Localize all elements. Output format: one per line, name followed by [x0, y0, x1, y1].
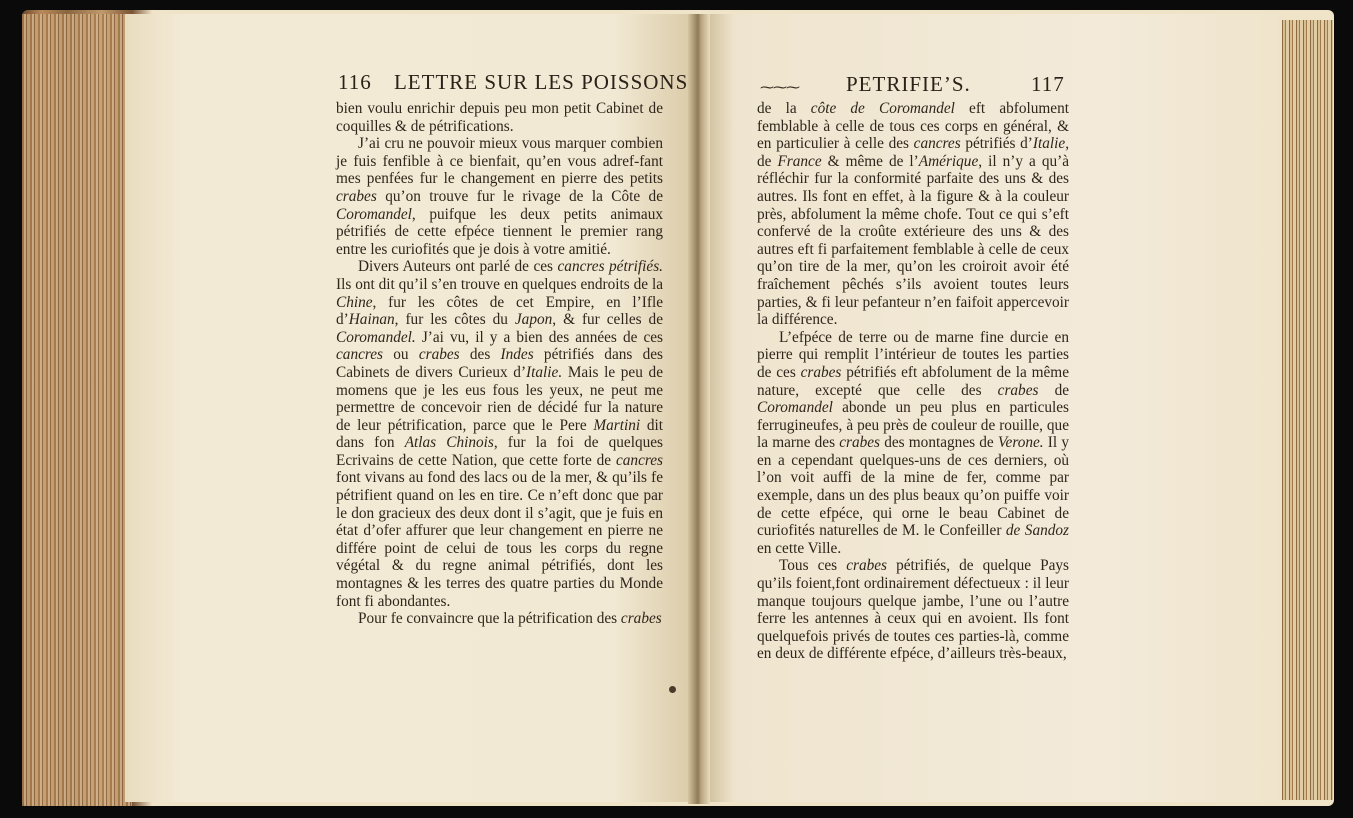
text-run: L’efpéce de terre ou de marne fine durcie en pierre qui remplit l’intérieur de toutes les parties de ces [757, 328, 1069, 381]
italic-term: Martini [593, 416, 641, 434]
text-run: J’ai cru ne pouvoir mieux vous marquer combien je fuis fenfible à ce bienfait, qu’en vous adref-fant mes penfées fur le changement en pierre des petits [336, 135, 663, 188]
italic-term: Italie. [526, 363, 563, 381]
text-run: , il n’y a qu’à réfléchir fur la conformité parfaite des uns & des autres. Ils font en effet, à la figure & à la couleur près, abfolument la même chofe. Tout ce qui s’eft confervé de la croûte extérieure des uns & des autres eft fi parfaitement femblable à celle de ceux qu’on tire de la mer, qu’on les croiroit avoir été fraîchement pêchés s’ils avoient toutes leurs parties, & fi leur pefanteur n’en faifoit appercevoir la différence. [757, 152, 1069, 329]
text-run: J’ai vu, il y a bien des années de ces [415, 328, 663, 346]
text-run: font vivans au fond des lacs ou de la mer, & qu’ils fe pétrifient quand on les en tire. Ce n’eft donc que par le don gracieux des deux dont il s’agit, que je fuis en état d’ofer affurer que leur changement en pierre ne différe point de celui de tous les corps du regne végétal & du regne animal pétrifiés, dont les montagnes & les terres des quatre parties du Monde font fi abondantes. [336, 469, 663, 610]
italic-term: Atlas Chinois [404, 434, 494, 452]
left-page-running-title: LETTRE SUR LES POISSONS [393, 70, 689, 94]
right-page-running-title: PETRIFIE’S. [846, 72, 971, 96]
text-run: Tous ces [779, 557, 847, 575]
italic-term: cancres [336, 346, 384, 364]
text-run: abonde un peu plus en particules ferrugineufes, à peu près de couleur de rouille, que la marne des [757, 399, 1069, 452]
italic-term: Chine [336, 293, 373, 311]
italic-term: côte de Coromandel [810, 100, 955, 117]
italic-term: Indes [500, 346, 534, 364]
text-run: des montagnes de [880, 434, 998, 452]
text-run: Ils ont dit qu’il s’en trouve en quelques endroits de la [336, 275, 663, 293]
italic-term: Coromandel [757, 399, 833, 417]
text-run: pétrifiés, de quelque Pays qu’ils foient,font ordinairement défectueux : il leur manque toujours quelque jambe, l’une ou l’autre ferre les antennes à ceux qui en avoient. Ils font quelquefois privés de toutes ces parties-là, comme en deux de différente efpéce, d’ailleurs très-beaux, [757, 557, 1069, 663]
italic-term: cancres [615, 451, 663, 469]
text-run: , & fur celles de [552, 311, 663, 329]
text-run: bien voulu enrichir depuis peu mon petit Cabinet de coquilles & de pétrifications. [336, 100, 663, 135]
book-gutter [688, 14, 710, 804]
text-run: qu’on trouve fur le rivage de la Côte de [376, 187, 663, 205]
right-page-header [846, 72, 1065, 97]
text-run: eft abfolument femblable à celle de tous ces corps en général, & en particulier à celle des [757, 100, 1069, 153]
paragraph [336, 610, 663, 628]
text-run: , puifque les deux petits animaux pétrifiés de cette efpéce tiennent le premier rang entre les curiofités que je dois à votre amitié. [336, 205, 663, 258]
text-run: , fur la foi de quelques Ecrivains de cette Nation, que cette forte de [336, 434, 663, 469]
paragraph [757, 557, 1069, 663]
text-run: , fur les côtes de cet Empire, en l’Ifle d’ [336, 293, 663, 329]
left-page-header [338, 70, 688, 95]
italic-term: crabes [418, 346, 460, 364]
italic-term: Italie [1032, 135, 1066, 153]
italic-term: Coromandel [336, 205, 412, 223]
italic-term: Verone. [997, 434, 1044, 452]
text-run: de [1038, 381, 1070, 399]
italic-term: crabes [997, 381, 1039, 399]
text-run: des [459, 346, 501, 364]
italic-term: crabes [336, 187, 377, 205]
text-run: pétrifiés d’ [960, 135, 1033, 153]
left-page-body [336, 100, 663, 628]
text-run: de la [757, 100, 811, 117]
text-run: Pour fe convaincre que la pétrification des [358, 610, 621, 628]
text-run: Il y en a cependant quelques-uns de ces derniers, où l’on voit auffi de la mine de fer, comme par exemple, dans un des plus beaux qu’on puiffe voir de cette efpéce, qui orne le beau Cabinet de curiofités naturelles de M. le Confeiller [757, 434, 1069, 540]
text-run: & même de l’ [821, 152, 919, 170]
italic-term: crabes [839, 434, 881, 452]
italic-term: crabes [800, 363, 842, 381]
text-run: pétrifiés eft abfolument de la même nature, excepté que celle des [757, 363, 1070, 399]
italic-term: Hainan [348, 311, 395, 329]
text-run: dit dans fon [336, 416, 663, 452]
text-run: Divers Auteurs ont parlé de ces [358, 258, 558, 276]
italic-term: crabes [846, 557, 887, 575]
italic-term: cancres [913, 135, 961, 153]
paragraph [336, 258, 663, 610]
paragraph [336, 100, 663, 135]
right-page-number: 117 [1031, 72, 1065, 96]
left-page-number: 116 [338, 70, 372, 94]
header-ornament: ⁓⁓⁓ [760, 80, 799, 96]
italic-term: Amérique [918, 152, 979, 170]
italic-term: Japon [514, 311, 553, 329]
text-run: ou [383, 346, 419, 364]
text-run: , fur les côtes du [394, 311, 515, 329]
text-run: en cette Ville. [757, 539, 842, 557]
text-run: Mais le peu de momens que je les eus fous les yeux, ne peut me permettre de concevoir rien de décidé fur la nature de leur pétrification, parce que le Pere [336, 363, 663, 434]
italic-term: crabes [620, 610, 662, 628]
paragraph [757, 329, 1069, 558]
italic-term: de Sandoz [1005, 522, 1069, 540]
italic-term: France [777, 152, 822, 170]
italic-term: Coromandel. [336, 328, 416, 346]
right-page-body [757, 100, 1069, 663]
italic-term: cancres pétrifiés. [557, 258, 663, 276]
paragraph [336, 135, 663, 258]
text-run: , de [757, 135, 1070, 170]
text-run: pétrifiés dans des Cabinets de divers Curieux d’ [336, 346, 663, 381]
page-edges-left [22, 14, 132, 806]
paragraph [757, 100, 1069, 329]
ink-spot [669, 686, 676, 693]
